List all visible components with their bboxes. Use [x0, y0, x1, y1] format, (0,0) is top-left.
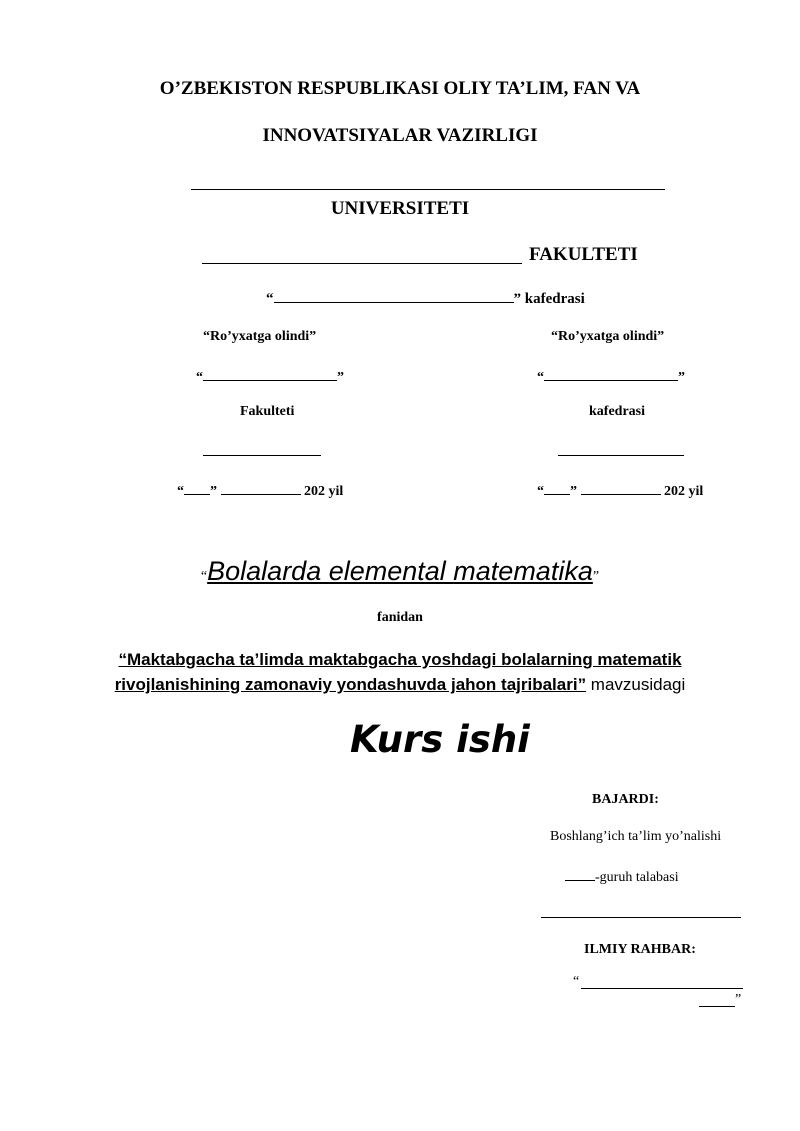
registration-right-signature-blank — [558, 455, 684, 456]
registration-right-year: 202 yil — [664, 484, 704, 499]
supervisor-label: ILMIY RAHBAR: — [584, 942, 696, 957]
topic-suffix: mavzusidagi — [586, 675, 686, 694]
subject-title: Bolalarda elemental matematika — [207, 556, 593, 586]
topic-line-1: “Maktabgacha ta’limda maktabgacha yoshdagi bolalarning matematik — [118, 650, 682, 669]
group-number-blank — [565, 866, 595, 881]
author-direction: Boshlang’ich ta’lim yo’nalishi — [550, 829, 722, 844]
supervisor-name-blank-2 — [699, 1006, 735, 1007]
author-group: -guruh talabasi — [565, 866, 679, 886]
registration-left-blank — [203, 366, 337, 381]
university-name-blank — [191, 189, 665, 190]
department-name-blank — [274, 288, 514, 303]
registration-left-quote: “ ” — [196, 366, 344, 386]
subject-quote-close: ” — [592, 569, 600, 584]
supervisor-quote-close: ” — [735, 992, 742, 1007]
author-label: BAJARDI: — [592, 792, 659, 807]
topic-line-2: rivojlanishining zamonaviy yondashuvda jahon tajribalari” mavzusidagi — [114, 675, 686, 694]
subject-quote-open: “ — [200, 569, 208, 584]
registration-left-year: 202 yil — [304, 484, 344, 499]
subject-title-line — [0, 556, 800, 587]
ministry-line-2: INNOVATSIYALAR VAZIRLIGI — [262, 125, 538, 146]
author-name-blank — [541, 917, 741, 918]
university-label: UNIVERSITETI — [330, 198, 470, 219]
faculty-name-blank — [202, 263, 522, 264]
department-label: ” kafedrasi — [513, 291, 585, 307]
registration-right-title: “Ro’yxatga olindi” — [551, 329, 665, 344]
ministry-line-1: O’ZBEKISTON RESPUBLIKASI OLIY TA’LIM, FAN VA — [159, 78, 641, 99]
registration-left-title: “Ro’yxatga olindi” — [203, 329, 317, 344]
registration-right-label: kafedrasi — [589, 404, 645, 419]
supervisor-quote-open: “ — [573, 974, 580, 989]
department-line — [266, 288, 585, 308]
registration-left-date: “ ” 202 yil — [177, 480, 343, 500]
registration-right-date: “ ” 202 yil — [537, 480, 703, 500]
registration-left-signature-blank — [203, 455, 321, 456]
faculty-label: FAKULTETI — [529, 244, 638, 265]
work-type-title: Kurs ishi — [350, 718, 530, 761]
registration-right-quote: “ ” — [537, 366, 685, 386]
department-quote-open: “ — [266, 291, 274, 307]
subject-suffix: fanidan — [377, 610, 423, 625]
supervisor-name-blank-1 — [581, 988, 743, 989]
registration-right-blank — [544, 366, 678, 381]
registration-left-label: Fakulteti — [240, 404, 295, 419]
